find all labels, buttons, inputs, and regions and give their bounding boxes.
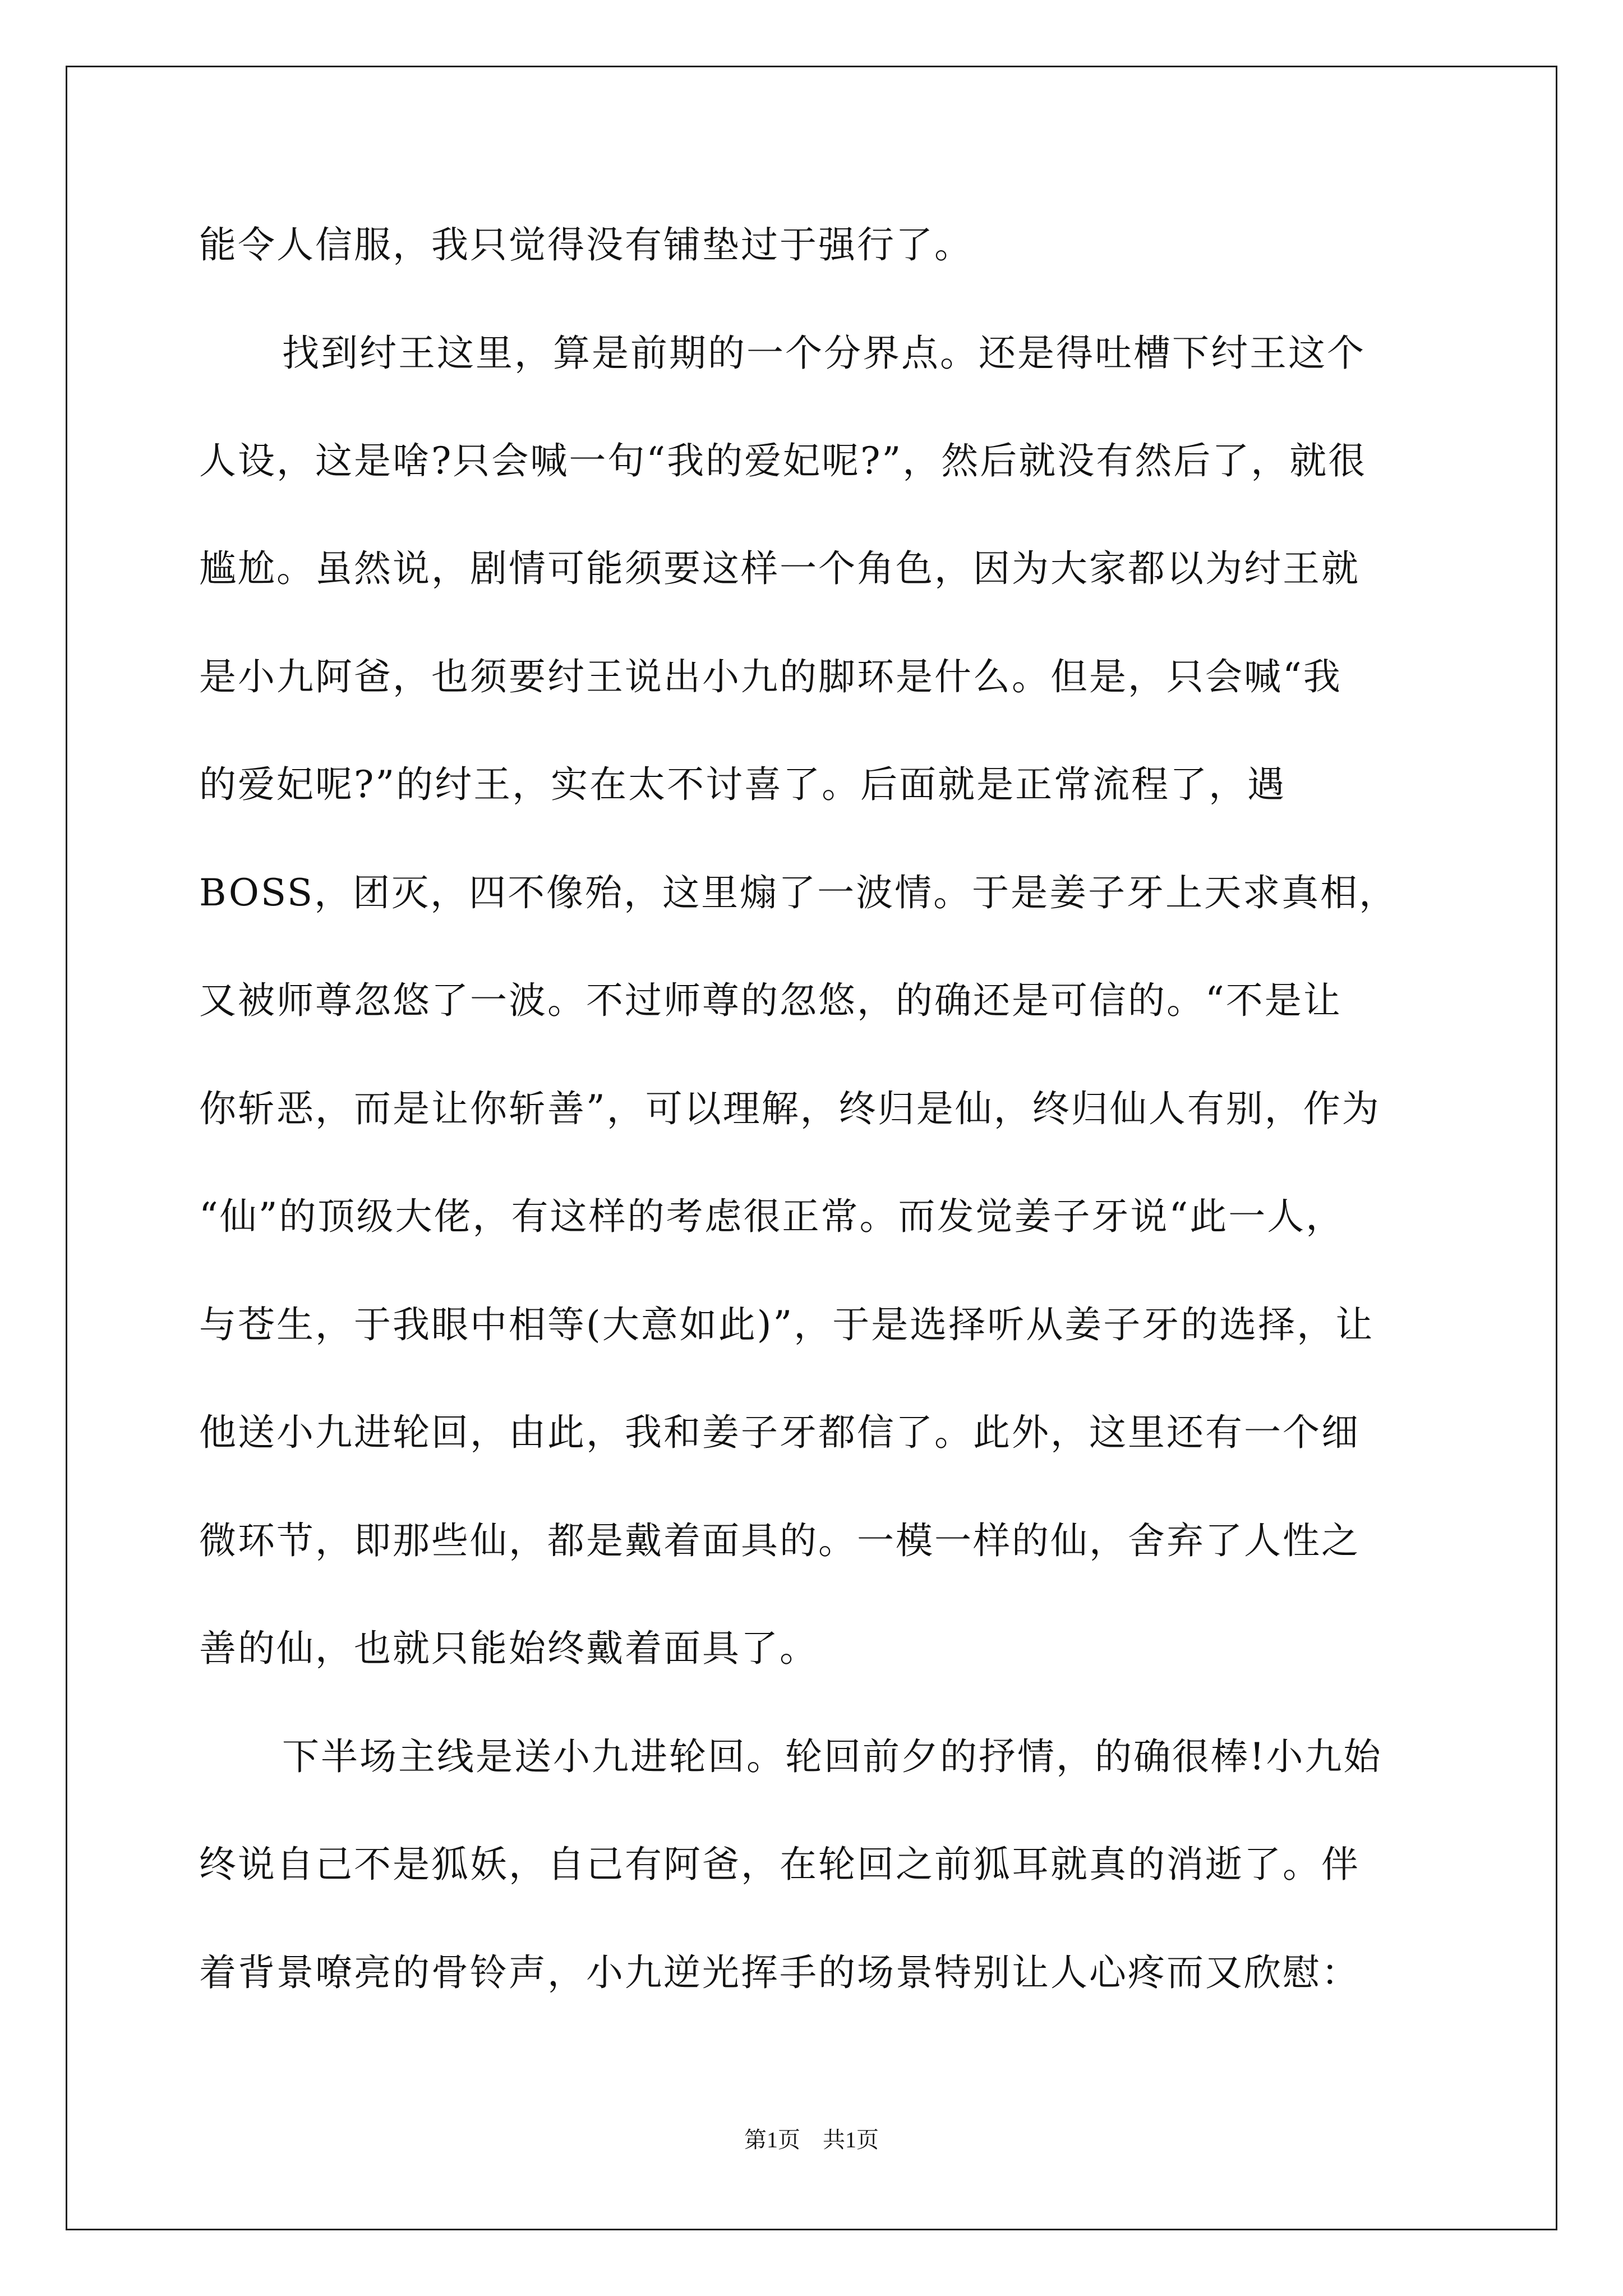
text-line: 尴尬。虽然说，剧情可能须要这样一个角色，因为大家都以为纣王就	[199, 547, 1360, 590]
paragraph-start-line: 找到纣王这里，算是前期的一个分界点。还是得吐槽下纣王这个	[282, 332, 1366, 375]
text-line: 是小九阿爸，也须要纣王说出小九的脚环是什么。但是，只会喊“我	[199, 655, 1342, 698]
text-line: 又被师尊忽悠了一波。不过师尊的忽悠，的确还是可信的。“不是让	[199, 979, 1342, 1022]
text-line: 的爱妃呢?”的纣王，实在太不讨喜了。后面就是正常流程了，遇	[199, 763, 1287, 806]
text-line: 与苍生，于我眼中相等(大意如此)”，于是选择听从姜子牙的选择，让	[199, 1303, 1375, 1346]
text-line: BOSS，团灭，四不像殆，这里煽了一波情。于是姜子牙上天求真相，	[199, 871, 1398, 914]
page-border	[66, 66, 1557, 2230]
text-line: 能令人信服，我只觉得没有铺垫过于强行了。	[199, 223, 973, 266]
text-line: 善的仙，也就只能始终戴着面具了。	[199, 1627, 818, 1670]
text-line: 微环节，即那些仙，都是戴着面具的。一模一样的仙，舍弃了人性之	[199, 1519, 1360, 1562]
text-line: 你斩恶，而是让你斩善”，可以理解，终归是仙，终归仙人有别，作为	[199, 1087, 1381, 1130]
text-line: 终说自己不是狐妖，自己有阿爸，在轮回之前狐耳就真的消逝了。伴	[199, 1843, 1360, 1886]
text-line: 着背景嘹亮的骨铃声，小九逆光挥手的场景特别让人心疼而又欣慰：	[199, 1951, 1360, 1994]
text-line: 人设，这是啥?只会喊一句“我的爱妃呢?”，然后就没有然后了，就很	[199, 439, 1367, 482]
text-line: “仙”的顶级大佬，有这样的考虑很正常。而发觉姜子牙说“此一人，	[199, 1195, 1345, 1238]
page-number-footer: 第1页 共1页	[744, 2127, 879, 2152]
text-line: 他送小九进轮回，由此，我和姜子牙都信了。此外，这里还有一个细	[199, 1411, 1360, 1454]
paragraph-start-line: 下半场主线是送小九进轮回。轮回前夕的抒情，的确很棒!小九始	[282, 1735, 1382, 1778]
